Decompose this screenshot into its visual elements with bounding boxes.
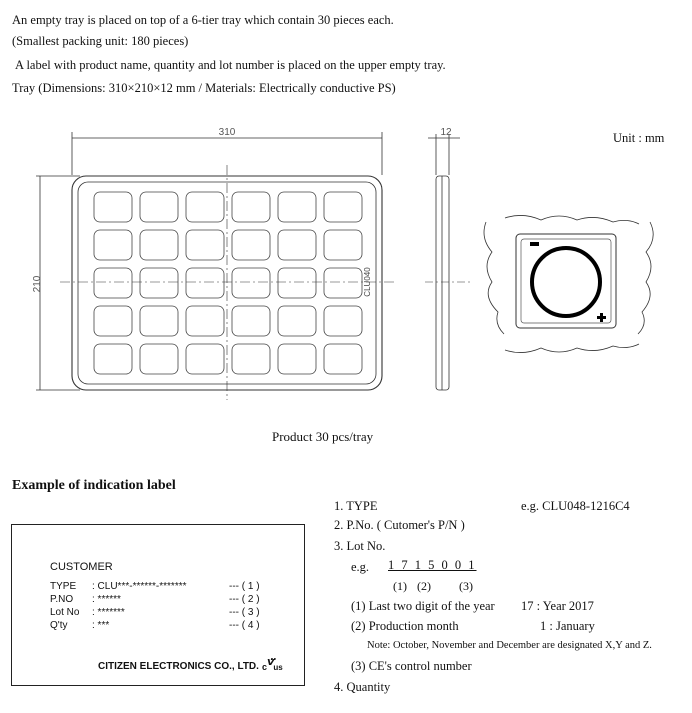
ul-mark	[262, 656, 283, 674]
intro-line-4: Tray (Dimensions: 310×210×12 mm / Materials: Electrically conductive PS)	[12, 81, 396, 95]
unit-label: Unit : mm	[613, 131, 665, 145]
legend-item-4: 4. Quantity	[334, 680, 391, 694]
dim-height-text: 210	[32, 275, 43, 293]
lot-digits: 1 7 1 5 0 0 1	[388, 558, 477, 572]
legend-item-3: 3. Lot No.	[334, 539, 386, 553]
ul-mark-glyph: ⱽ̈	[267, 657, 274, 674]
tray-pockets	[94, 192, 362, 374]
tray-mark-text: CLU040	[363, 267, 372, 297]
ul-mark-right: us	[273, 663, 283, 672]
label-row-ref: --- ( 1 )	[229, 581, 260, 592]
legend-item-1: 1. TYPE	[334, 499, 378, 513]
label-row-value: : ******	[92, 594, 121, 605]
label-heading: Example of indication label	[12, 478, 176, 493]
lot-eg: e.g.	[351, 560, 370, 574]
legend-note: Note: October, November and December are designated X,Y and Z.	[367, 640, 652, 651]
intro-line-1: An empty tray is placed on top of a 6-tier tray which contain 30 pieces each.	[12, 13, 394, 27]
dim-depth-text: 12	[440, 127, 452, 138]
label-customer: CUSTOMER	[50, 561, 113, 573]
legend-sub-1: (1) Last two digit of the year	[351, 599, 495, 613]
label-row-value: : CLU***-******-*******	[92, 581, 187, 592]
label-row-ref: --- ( 2 )	[229, 594, 260, 605]
label-company: CITIZEN ELECTRONICS CO., LTD.	[98, 661, 259, 672]
legend-sub-2: (2) Production month	[351, 619, 459, 633]
lot-ref-3: (3)	[459, 579, 473, 593]
indication-label	[11, 524, 305, 686]
ul-mark-left: c	[262, 662, 268, 672]
led-detail	[516, 234, 616, 328]
label-row-key: Q'ty	[50, 620, 68, 631]
intro-line-3: A label with product name, quantity and lot number is placed on the upper empty tray.	[15, 58, 446, 72]
legend-item-2: 2. P.No. ( Cutomer's P/N )	[334, 518, 465, 532]
lot-ref-2: (2)	[417, 579, 431, 593]
label-row-value: : *******	[92, 607, 125, 618]
dim-width-text: 310	[218, 127, 236, 138]
label-row-ref: --- ( 3 )	[229, 607, 260, 618]
label-row-key: TYPE	[50, 581, 77, 592]
intro-line-2: (Smallest packing unit: 180 pieces)	[12, 34, 189, 48]
legend-sub-3: (3) CE's control number	[351, 659, 472, 673]
lot-ref-1: (1)	[393, 579, 407, 593]
label-row-ref: --- ( 4 )	[229, 620, 260, 631]
label-row-key: Lot No	[50, 607, 80, 618]
label-row-value: : ***	[92, 620, 110, 631]
legend-item-1-example: e.g. CLU048-1216C4	[521, 499, 630, 513]
drawing-caption: Product 30 pcs/tray	[272, 429, 374, 444]
legend-sub-1-value: 17 : Year 2017	[521, 599, 594, 613]
label-row-key: P.NO	[50, 594, 74, 605]
legend-sub-2-value: 1 : January	[540, 619, 595, 633]
